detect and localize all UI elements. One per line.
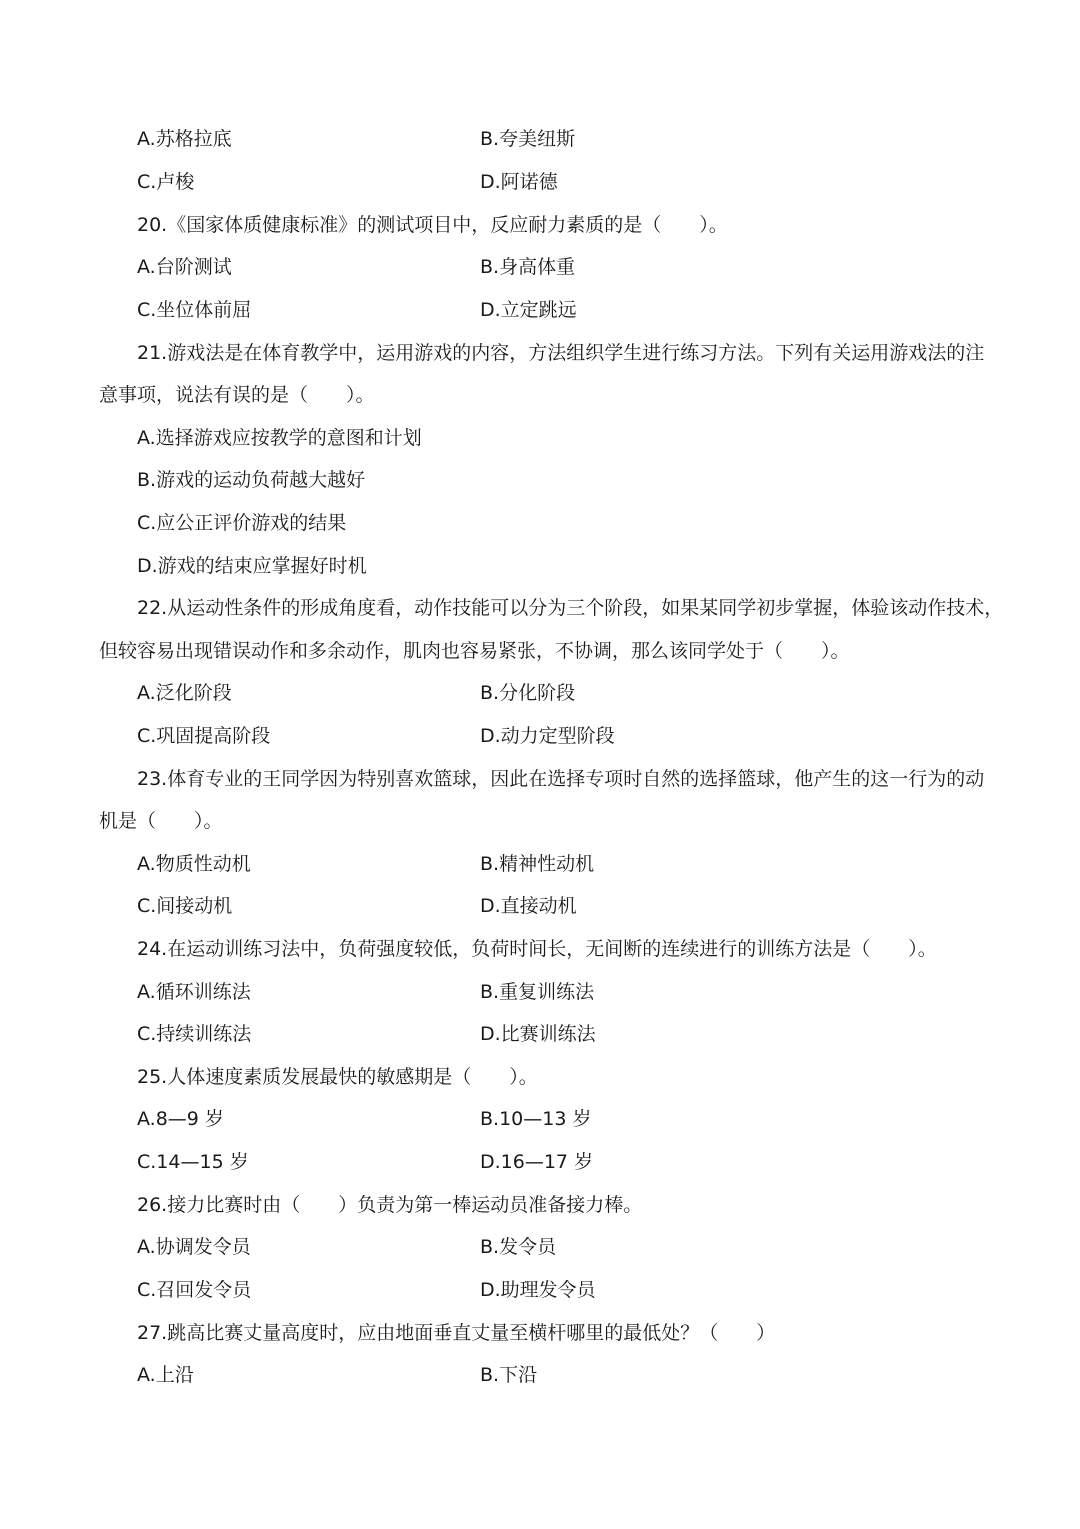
q21-option-b: B.游戏的运动负荷越大越好 [137,469,366,491]
q25-option-b: B.10—13 岁 [480,1108,592,1130]
question-24-options-row-1 [0,977,1080,1007]
q26-option-b: B.发令员 [480,1236,557,1258]
q24-option-a: A.循环训练法 [137,981,251,1003]
q27-stem-text: 27.跳高比赛丈量高度时，应由地面垂直丈量至横杆哪里的最低处？（ ） [137,1322,776,1344]
question-20-options-row-2 [0,295,1080,325]
question-21-stem-line-2 [0,380,1080,410]
question-20-options-row-1 [0,252,1080,282]
q20-option-d: D.立定跳远 [480,299,577,321]
question-27-options-row-1 [0,1360,1080,1390]
q27-option-a: A.上沿 [137,1364,194,1386]
question-21-option-c-row [0,508,1080,538]
q23-option-c: C.间接动机 [137,895,233,917]
question-27-stem [0,1318,1080,1348]
q23-stem-text-1: 23.体育专业的王同学因为特别喜欢篮球，因此在选择专项时自然的选择篮球，他产生的这一行为的动 [137,768,985,790]
q22-stem-text-2: 但较容易出现错误动作和多余动作，肌肉也容易紧张，不协调，那么该同学处于（ ）。 [99,640,850,662]
question-26-options-row-2 [0,1275,1080,1305]
q21-option-c: C.应公正评价游戏的结果 [137,512,347,534]
question-23-stem-line-2 [0,806,1080,836]
q25-option-a: A.8—9 岁 [137,1108,224,1130]
q19-option-d: D.阿诺德 [480,171,558,193]
question-22-options-row-1 [0,678,1080,708]
q22-option-c: C.巩固提高阶段 [137,725,271,747]
question-21-option-a-row [0,423,1080,453]
q19-option-b: B.夸美纽斯 [480,128,576,150]
q20-stem-text: 20.《国家体质健康标准》的测试项目中，反应耐力素质的是（ ）。 [137,214,728,236]
question-23-options-row-1 [0,849,1080,879]
q19-option-a: A.苏格拉底 [137,128,232,150]
question-24-options-row-2 [0,1019,1080,1049]
q25-stem-text: 25.人体速度素质发展最快的敏感期是（ ）。 [137,1066,538,1088]
question-26-options-row-1 [0,1232,1080,1262]
q25-option-c: C.14—15 岁 [137,1151,249,1173]
q23-option-d: D.直接动机 [480,895,577,917]
question-22-options-row-2 [0,721,1080,751]
question-21-option-b-row [0,465,1080,495]
q23-stem-text-2: 机是（ ）。 [99,810,223,832]
q20-option-c: C.坐位体前屈 [137,299,252,321]
question-23-options-row-2 [0,891,1080,921]
question-20-stem [0,210,1080,240]
q22-option-a: A.泛化阶段 [137,682,232,704]
q24-stem-text: 24.在运动训练习法中，负荷强度较低，负荷时间长，无间断的连续进行的训练方法是（ ）。 [137,938,937,960]
q27-option-b: B.下沿 [480,1364,538,1386]
q26-option-a: A.协调发令员 [137,1236,251,1258]
question-19-options-row-1 [0,124,1080,154]
q24-option-d: D.比赛训练法 [480,1023,596,1045]
q20-option-a: A.台阶测试 [137,256,232,278]
q26-option-c: C.召回发令员 [137,1279,252,1301]
q22-option-b: B.分化阶段 [480,682,576,704]
q21-stem-text-2: 意事项，说法有误的是（ ）。 [99,384,375,406]
question-19-options-row-2 [0,167,1080,197]
q21-option-d: D.游戏的结束应掌握好时机 [137,555,367,577]
q23-option-a: A.物质性动机 [137,853,251,875]
question-21-stem-line-1 [0,338,1080,368]
question-23-stem-line-1 [0,764,1080,794]
question-22-stem-line-2 [0,636,1080,666]
q22-stem-text-1: 22.从运动性条件的形成角度看，动作技能可以分为三个阶段，如果某同学初步掌握，体验该动作技术， [137,597,1004,619]
question-24-stem [0,934,1080,964]
q26-option-d: D.助理发令员 [480,1279,596,1301]
question-25-stem [0,1062,1080,1092]
question-21-option-d-row [0,551,1080,581]
q26-stem-text: 26.接力比赛时由（ ）负责为第一棒运动员准备接力棒。 [137,1194,643,1216]
question-26-stem [0,1190,1080,1220]
q21-stem-text-1: 21.游戏法是在体育教学中，运用游戏的内容，方法组织学生进行练习方法。下列有关运用游戏法的注 [137,342,985,364]
q24-option-c: C.持续训练法 [137,1023,252,1045]
q20-option-b: B.身高体重 [480,256,576,278]
question-22-stem-line-1 [0,593,1080,623]
q24-option-b: B.重复训练法 [480,981,595,1003]
q19-option-c: C.卢梭 [137,171,195,193]
q22-option-d: D.动力定型阶段 [480,725,615,747]
question-25-options-row-1 [0,1104,1080,1134]
q25-option-d: D.16—17 岁 [480,1151,594,1173]
question-25-options-row-2 [0,1147,1080,1177]
q23-option-b: B.精神性动机 [480,853,595,875]
q21-option-a: A.选择游戏应按教学的意图和计划 [137,427,422,449]
